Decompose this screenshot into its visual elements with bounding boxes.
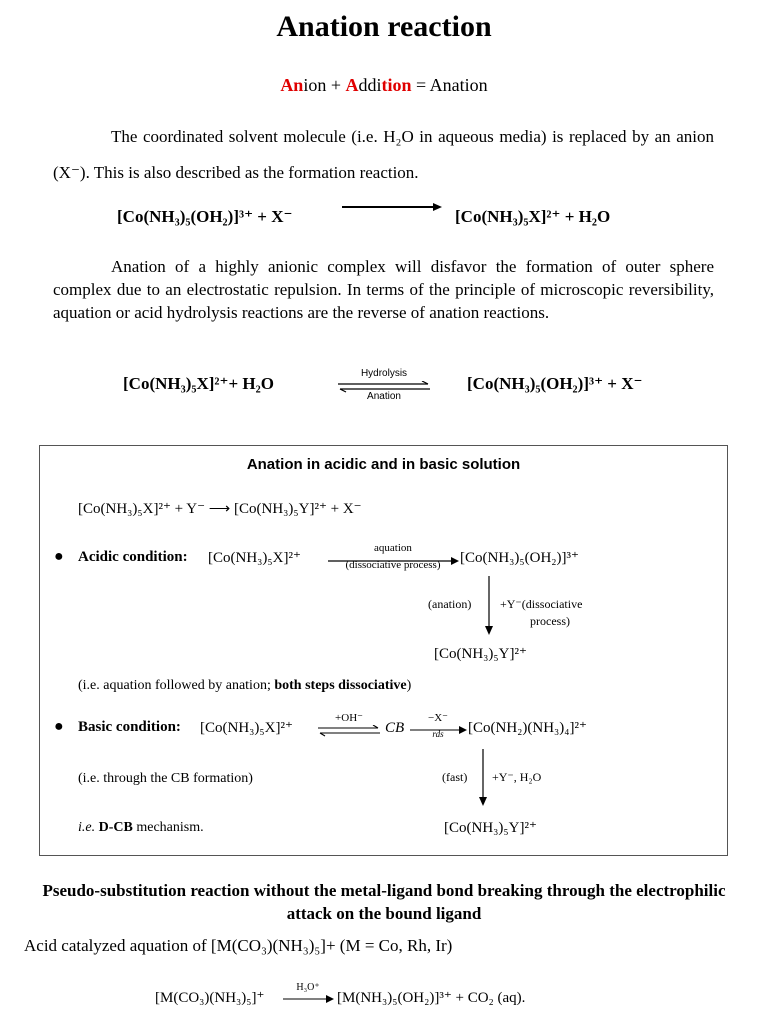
acidic-start-complex: [Co(NH₃)₅X]²⁺ xyxy=(208,550,301,566)
equation-2-right: [Co(NH₃)₅(OH₂)]³⁺ + X⁻ xyxy=(467,374,643,393)
dissociative-process-label: (dissociative process) xyxy=(345,559,441,571)
down-arrow-icon xyxy=(477,749,489,807)
a-highlight: A xyxy=(345,75,359,95)
an-highlight: An xyxy=(280,75,304,95)
paragraph-2: Anation of a highly anionic complex will disfavor the formation of outer sphere complex due to an electrostatic repulsion. In terms of the principle of microscopic reversibility, aquation or acid hydrolysis reactions are the reverse of anation reactions. xyxy=(53,257,714,322)
fast-step-reagents: +Y⁻, H₂O xyxy=(492,770,542,784)
hydrolysis-label: Hydrolysis xyxy=(360,368,408,379)
aquation-label: aquation xyxy=(374,542,412,554)
loss-of-x-label: −X⁻ xyxy=(428,712,448,724)
aqua-complex: [Co(NH₃)₅(OH₂)]³⁺ xyxy=(460,550,579,566)
basic-final-complex: [Co(NH₃)₅Y]²⁺ xyxy=(444,820,537,836)
pseudo-substitution-heading: Pseudo-substitution reaction without the metal-ligand bond breaking through the electrophilic attack on the bound ligand xyxy=(42,881,726,923)
acid-base-anation-figure xyxy=(39,445,728,856)
anation-step-label: (anation) xyxy=(428,597,472,611)
equation-2-left: [Co(NH₃)₅X]²⁺+ H₂O xyxy=(123,374,274,393)
acidic-note: (i.e. aquation followed by anation; both steps dissociative) xyxy=(78,678,412,693)
figure-title: Anation in acidic and in basic solution xyxy=(246,456,521,473)
anation-label: Anation xyxy=(367,391,401,402)
hydroxide-label: +OH⁻ xyxy=(335,712,363,724)
cb-equilibrium-arrow-icon xyxy=(318,725,382,737)
tion-highlight: tion xyxy=(381,75,412,95)
carbonato-complex: [M(CO₃)(NH₃)₅]⁺ xyxy=(155,990,265,1006)
bullet-icon: ● xyxy=(54,718,64,735)
general-reaction: [Co(NH₃)₅X]²⁺ + Y⁻ ⟶ [Co(NH₃)₅Y]²⁺ + X⁻ xyxy=(78,501,362,517)
rds-label: rds xyxy=(432,729,444,739)
paragraph-1: The coordinated solvent molecule (i.e. H₂O in aqueous media) is replaced by an anion (X⁻). This is also described as the formation reaction. xyxy=(53,127,714,182)
cb-intermediate: CB xyxy=(385,720,405,736)
dissociative-step-label: +Y⁻(dissociative xyxy=(500,597,583,611)
equation-1-right: [Co(NH₃)₅X]²⁺ + H₂O xyxy=(455,207,611,226)
basic-condition-label: Basic condition: xyxy=(78,719,181,735)
bullet-icon: ● xyxy=(54,548,64,565)
dcb-mechanism-note: i.e. D-CB mechanism. xyxy=(78,820,204,835)
down-arrow-icon xyxy=(483,576,495,636)
acidic-condition-label: Acidic condition: xyxy=(78,549,188,565)
acidic-final-complex: [Co(NH₃)₅Y]²⁺ xyxy=(434,646,527,662)
forward-arrow-icon xyxy=(283,994,335,1004)
aqua-product-equation: [M(NH₃)₅(OH₂)]³⁺ + CO₂ (aq). xyxy=(337,990,526,1006)
amido-complex: [Co(NH₂)(NH₃)₄]²⁺ xyxy=(468,720,587,736)
hydronium-label: H₃O⁺ xyxy=(296,982,320,993)
page-title: Anation reaction xyxy=(276,10,492,43)
acid-catalyzed-aquation-line: Acid catalyzed aquation of [M(CO₃)(NH₃)₅]+ (M = Co, Rh, Ir) xyxy=(24,936,453,955)
fast-label: (fast) xyxy=(442,770,468,784)
basic-start-complex: [Co(NH₃)₅X]²⁺ xyxy=(200,720,293,736)
basic-note: (i.e. through the CB formation) xyxy=(78,771,253,786)
anation-definition: Anion + Addition = Anation xyxy=(280,75,488,95)
equation-1-left: [Co(NH₃)₅(OH₂)]³⁺ + X⁻ xyxy=(117,207,293,226)
forward-arrow-icon xyxy=(340,200,444,214)
process-label: process) xyxy=(530,614,570,628)
